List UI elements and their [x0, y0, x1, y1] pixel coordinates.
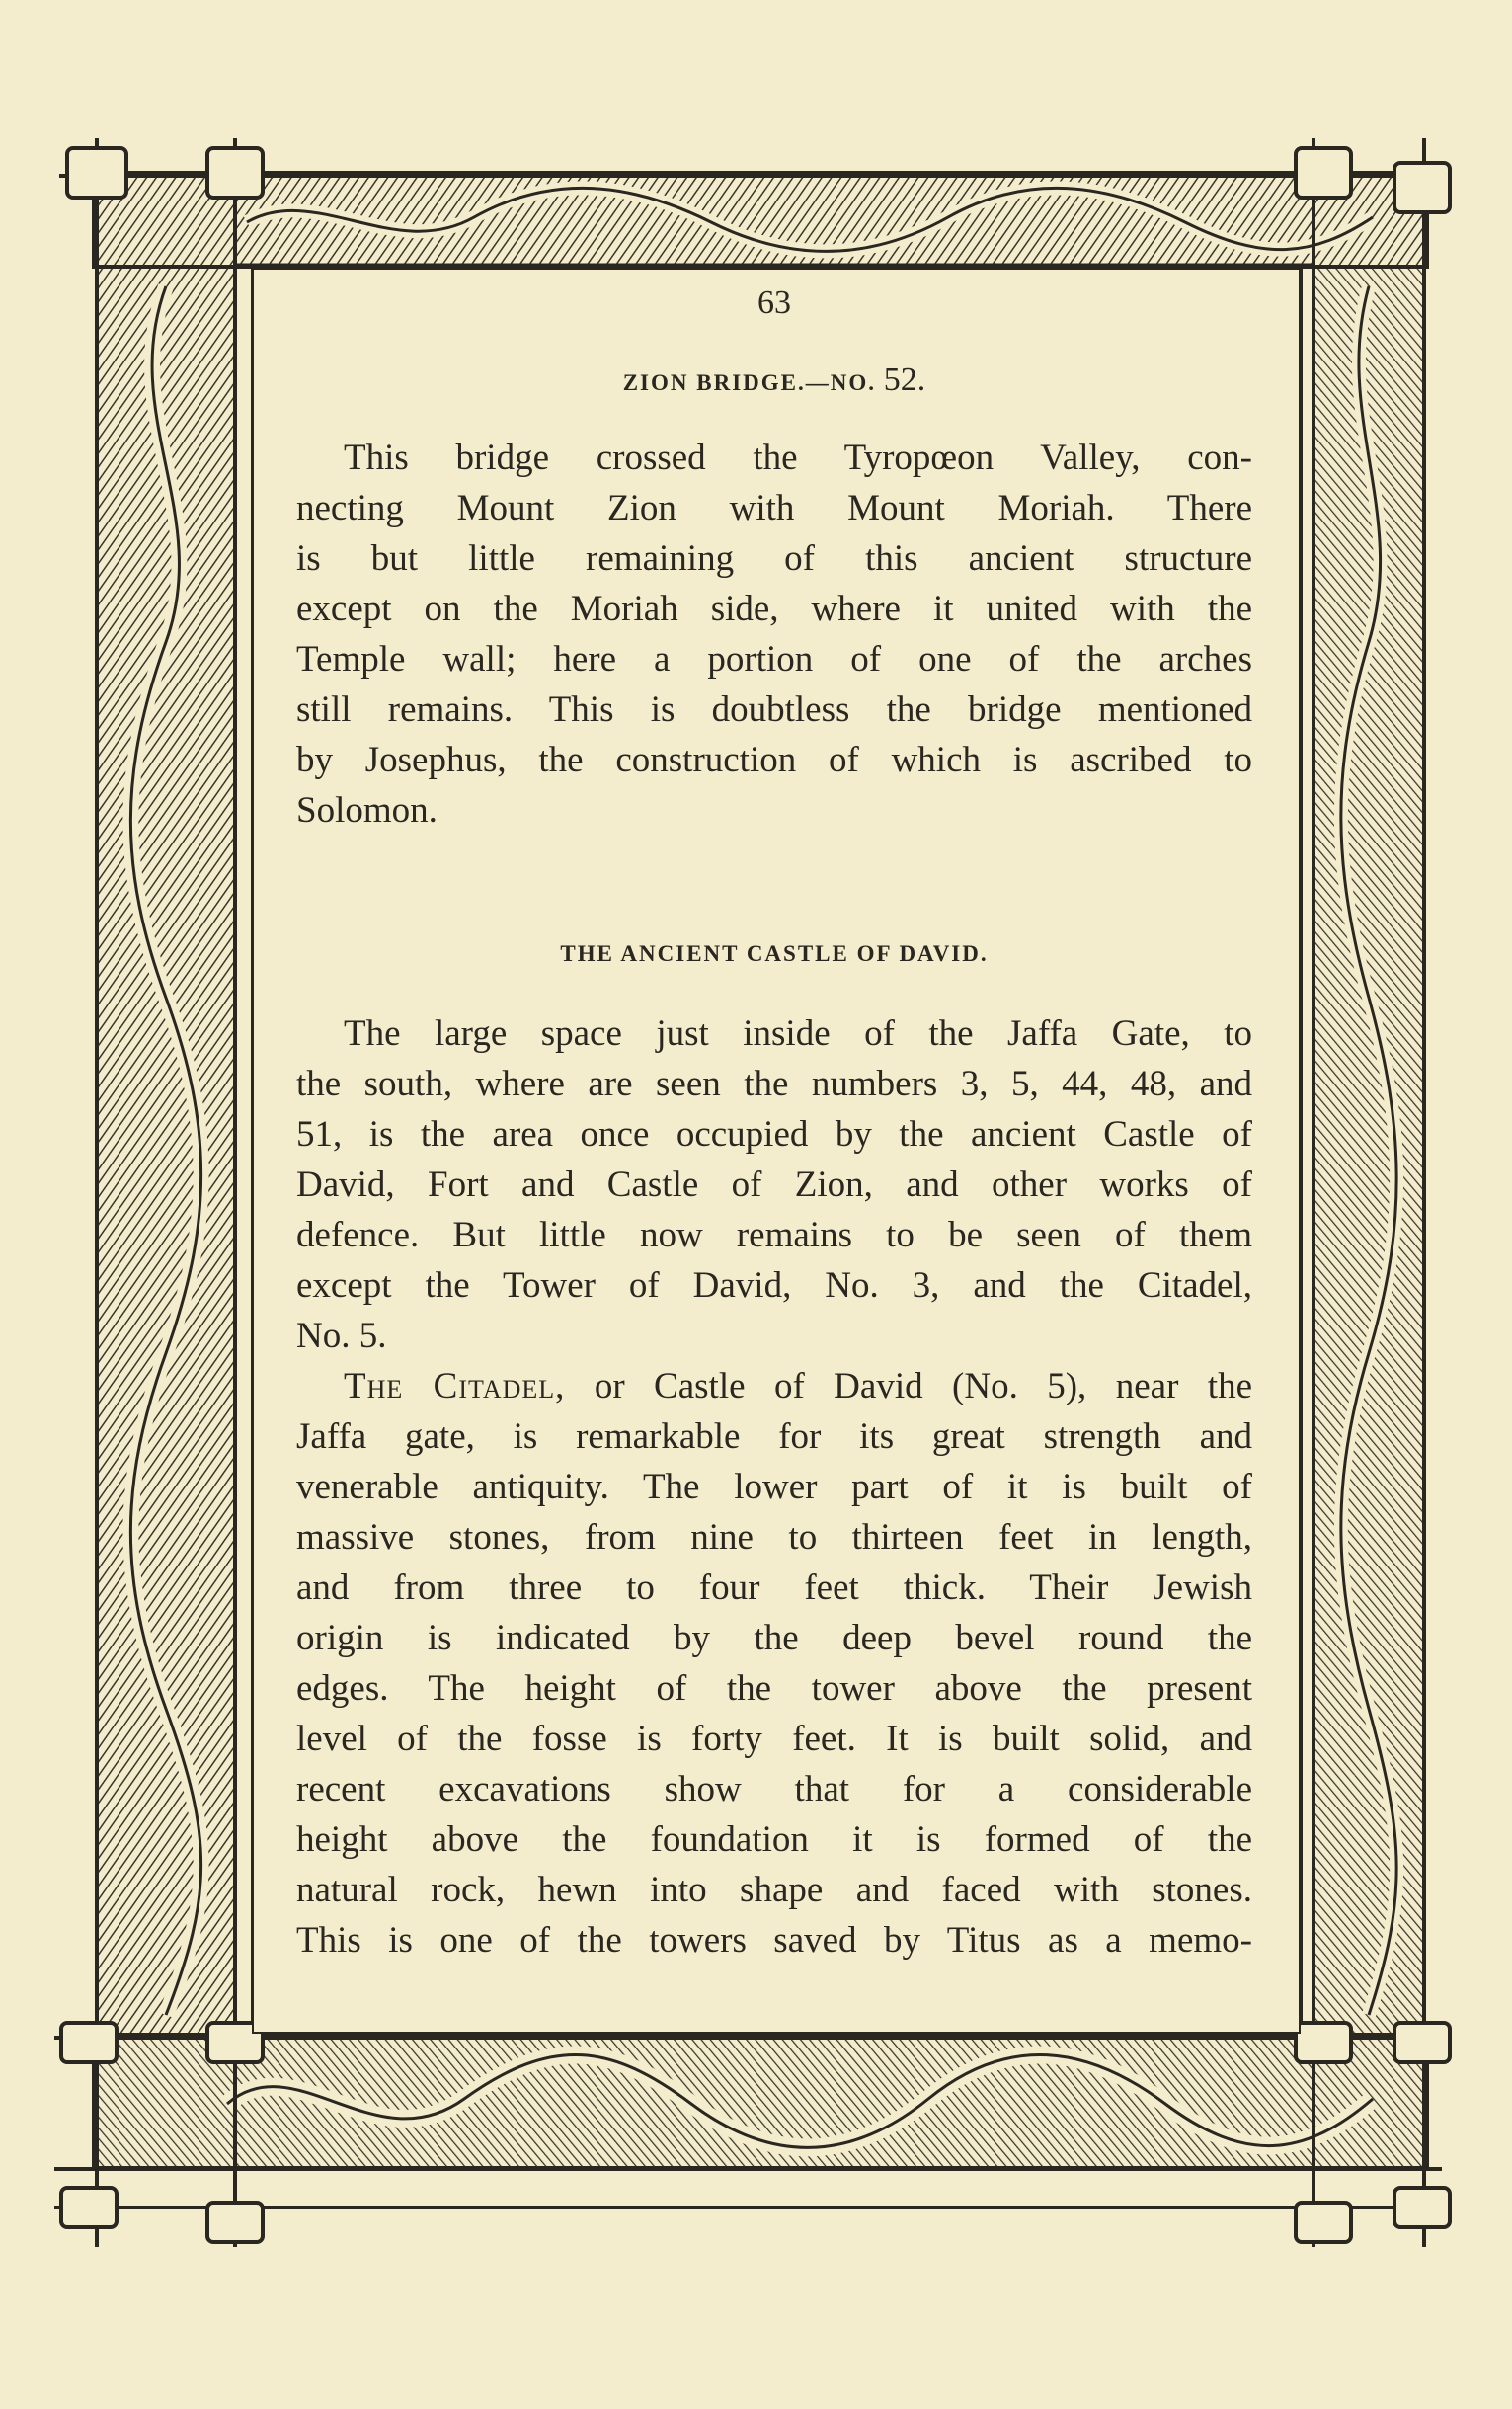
text-line: natural rock, hewn into shape and faced with stones.	[296, 1870, 1252, 1910]
text-line: massive stones, from nine to thirteen feet in length,	[296, 1517, 1252, 1558]
text-line: No. 5.	[296, 1316, 387, 1356]
text-line: is but little remaining of this ancient structure	[296, 538, 1252, 579]
paragraph-castle-area	[296, 1008, 1252, 1361]
text-line: Temple wall; here a portion of one of the arches	[296, 639, 1252, 680]
section-heading-zion-bridge	[296, 363, 1252, 397]
text-line: origin is indicated by the deep bevel round the	[296, 1618, 1252, 1658]
border-left	[97, 138, 252, 2247]
heading-number: 52.	[883, 361, 926, 398]
text-line: necting Mount Zion with Mount Moriah. There	[296, 488, 1252, 528]
text-area	[296, 257, 1252, 1966]
text-line: height above the foundation it is formed of the	[296, 1819, 1252, 1860]
text-line: edges. The height of the tower above the present	[296, 1668, 1252, 1709]
text-line: level of the fosse is forty feet. It is built solid, and	[296, 1719, 1252, 1759]
text-line: This is one of the towers saved by Titus as a memo-	[296, 1920, 1252, 1961]
text-line: This bridge crossed the Tyropœon Valley, con-	[344, 438, 1252, 478]
text-line: venerable antiquity. The lower part of it is built of	[296, 1467, 1252, 1507]
heading-text: ZION BRIDGE.—NO.	[622, 370, 877, 395]
text-line-first	[296, 1361, 1252, 1411]
paragraph-citadel	[296, 1361, 1252, 1966]
paragraph-zion-bridge	[296, 433, 1252, 836]
text-line: 51, is the area once occupied by the ancient Castle of	[296, 1114, 1252, 1155]
section-heading-castle-of-david: THE ANCIENT CASTLE OF DAVID.	[560, 941, 989, 966]
page-number: 63	[757, 284, 791, 321]
text-line: and from three to four feet thick. Their Jewish	[296, 1567, 1252, 1608]
citadel-lead: The Citadel,	[344, 1366, 566, 1406]
text-line: the south, where are seen the numbers 3, 5, 44, 48, and	[296, 1064, 1252, 1104]
text-line: defence. But little now remains to be seen of them	[296, 1215, 1252, 1255]
text-line: David, Fort and Castle of Zion, and other works of	[296, 1164, 1252, 1205]
citadel-first-rest: or Castle of David (No. 5), near the	[594, 1366, 1253, 1406]
text-line: except the Tower of David, No. 3, and the Citadel,	[296, 1265, 1252, 1306]
border-top	[59, 173, 1452, 267]
text-line: still remains. This is doubtless the bridge mentioned	[296, 689, 1252, 730]
text-line: Jaffa gate, is remarkable for its great strength and	[296, 1416, 1252, 1457]
border-right	[1302, 138, 1424, 2247]
text-line: Solomon.	[296, 790, 438, 831]
text-line: by Josephus, the construction of which is ascribed to	[296, 740, 1252, 780]
text-line: The large space just inside of the Jaffa Gate, to	[344, 1013, 1252, 1054]
text-line: except on the Moriah side, where it united with the	[296, 589, 1252, 629]
text-line: recent excavations show that for a considerable	[296, 1769, 1252, 1809]
